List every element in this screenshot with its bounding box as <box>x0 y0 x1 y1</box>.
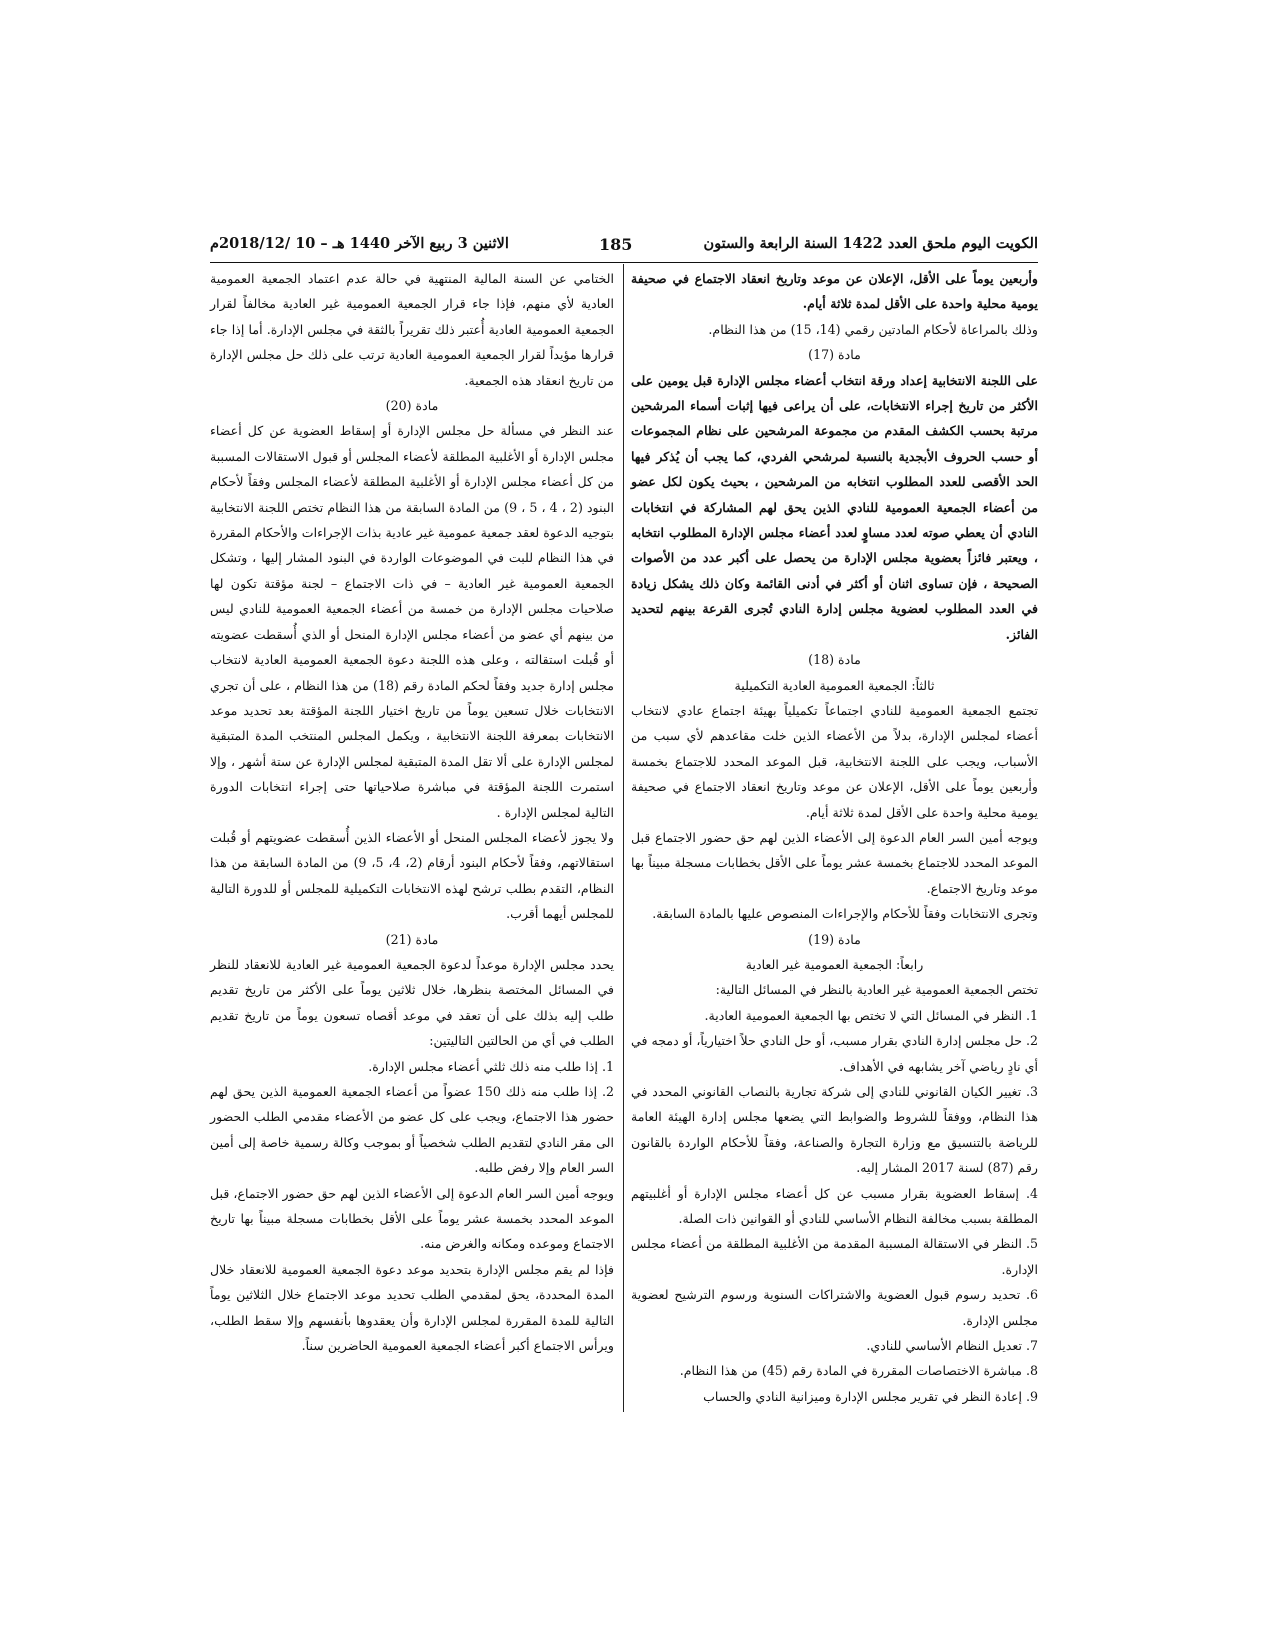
paragraph: 4. إسقاط العضوية بقرار مسبب عن كل أعضاء مجلس الإدارة أو أغلبيتهم المطلقة بسبب مخالفة النظام الأساسي للنادي أو القوانين ذات الصلة. <box>631 1185 1038 1227</box>
paragraph: تختص الجمعية العمومية غير العادية بالنظر في المسائل التالية: <box>715 982 1038 998</box>
paragraph: الختامي عن السنة المالية المنتهية في حالة عدم اعتماد الجمعية العمومية العادية لأي منهم، فإذا جاء قرار الجمعية العمومية غير العادية مخالفاً لقرار الجمعية العمومية العادية أُعتبر ذلك تقريراً بالثقة في مجلس الإدارة. أما إذا جاء قرارها مؤيداً لقرار الجمعية العمومية العادية ترتب على ذلك حل مجلس الإدارة من تاريخ انعقاد هذه الجمعية. <box>210 271 614 388</box>
left-column <box>210 266 614 1358</box>
paragraph: ولا يجوز لأعضاء المجلس المنحل أو الأعضاء الذين أُسقطت عضويتهم أو قُبلت استقالاتهم، وفقاً لأحكام البنود أرقام (2، 4، 5، 9) من المادة السابقة من هذا النظام، التقدم بطلب ترشح لهذه الانتخابات التكميلية للمجلس أو للدورة التالية للمجلس أيهما أقرب. <box>210 829 614 922</box>
paragraph: 6. تحديد رسوم قبول العضوية والاشتراكات السنوية ورسوم الترشيح لعضوية مجلس الإدارة. <box>631 1287 1038 1328</box>
paragraph: 1. النظر في المسائل التي لا تختص بها الجمعية العمومية العادية. <box>704 1007 1038 1023</box>
article-heading: مادة (19) <box>808 931 861 947</box>
page-header <box>210 235 1038 261</box>
paragraph: وتجرى الانتخابات وفقاً للأحكام والإجراءات المنصوص عليها بالمادة السابقة. <box>652 906 1038 922</box>
paragraph: تجتمع الجمعية العمومية للنادي اجتماعاً تكميلياً بهيئة اجتماع عادي لانتخاب أعضاء لمجلس الإدارة، بدلاً من الأعضاء الذين خلت مقاعدهم لأي سبب من الأسباب، ويجب على اللجنة الانتخابية، قبل الموعد المحدد للاجتماع بخمسة وأربعين يوماً على الأقل، الإعلان عن موعد وتاريخ انعقاد الاجتماع في صحيفة يومية محلية واحدة على الأقل لمدة ثلاثة أيام. <box>631 702 1038 820</box>
paragraph: 5. النظر في الاستقالة المسببة المقدمة من الأغلبية المطلقة من أعضاء مجلس الإدارة. <box>631 1236 1038 1277</box>
article-heading: مادة (21) <box>385 931 439 947</box>
article-heading: مادة (18) <box>808 652 861 668</box>
paragraph: وذلك بالمراعاة لأحكام المادتين رقمي (14، 15) من هذا النظام. <box>708 321 1038 337</box>
column-divider <box>623 264 624 1412</box>
paragraph: ويوجه أمين السر العام الدعوة إلى الأعضاء الذين لهم حق حضور الاجتماع قبل الموعد المحدد للاجتماع بخمسة عشر يوماً على الأقل بخطابات مسجلة مبيناً بها موعد وتاريخ الاجتماع. <box>631 829 1038 896</box>
paragraph: 7. تعديل النظام الأساسي للنادي. <box>866 1338 1038 1354</box>
article-heading: مادة (20) <box>385 398 439 414</box>
paragraph: يحدد مجلس الإدارة موعداً لدعوة الجمعية العمومية غير العادية للانعقاد للنظر في المسائل المختصة بنظرها، خلال ثلاثين يوماً على الأكثر من تاريخ تقديم طلب إليه بذلك على أن تعقد في موعد أقصاه تسعون يوماً من تاريخ تقديم الطلب في أي من الحالتين التاليتين: <box>210 956 614 1049</box>
page-number: 185 <box>599 235 633 254</box>
right-column <box>631 266 1038 1409</box>
header-rule <box>210 262 1038 263</box>
paragraph: 8. مباشرة الاختصاصات المقررة في المادة رقم (45) من هذا النظام. <box>679 1363 1038 1379</box>
paragraph: ويوجه أمين السر العام الدعوة إلى الأعضاء الذين لهم حق حضور الاجتماع، قبل الموعد المحدد بخمسة عشر يوماً على الأقل بخطابات مسجلة مبيناً بها تاريخ الاجتماع وموعده ومكانه والغرض منه. <box>210 1185 614 1252</box>
article-heading: ثالثاً: الجمعية العمومية العادية التكميلية <box>734 677 935 693</box>
paragraph: 2. حل مجلس إدارة النادي بقرار مسبب، أو حل النادي حلاً اختيارياً، أو دمجه في أي نادٍ رياضي آخر يشابهه في الأهداف. <box>630 1033 1038 1074</box>
paragraph: على اللجنة الانتخابية إعداد ورقة انتخاب أعضاء مجلس الإدارة قبل يومين على الأكثر من تاريخ إجراء الانتخابات، على أن يراعى فيها إثبات أسماء المرشحين مرتبة بحسب الكشف المقدم من مجموعة المرشحين على نظام المجموعات أو حسب الحروف الأبجدية بالنسبة لمرشحي الفردي، كما يجب أن يُذكر فيها الحد الأقصى للعدد المطلوب انتخابه من المرشحين ، بحيث يكون لكل عضو من أعضاء الجمعية العمومية للنادي الذين يحق لهم المشاركة في انتخابات النادي أن يعطي صوته لعدد مساوٍ لعدد أعضاء مجلس الإدارة المطلوب انتخابه ، ويعتبر فائزاً بعضوية مجلس الإدارة من يحصل على أكبر عدد من الأصوات الصحيحة ، فإن تساوى اثنان أو أكثر في أدنى القائمة وكان ذلك يشكل زيادة في العدد المطلوب لعضوية مجلس إدارة النادي تُجرى القرعة بينهم لتحديد الفائز. <box>631 372 1038 642</box>
paragraph: 1. إذا طلب منه ذلك ثلثي أعضاء مجلس الإدارة. <box>368 1058 614 1074</box>
header-publication: الكويت اليوم ملحق العدد 1422 السنة الرابعة والستون <box>703 235 1038 252</box>
paragraph: فإذا لم يقم مجلس الإدارة بتحديد موعد دعوة الجمعية العمومية للانعقاد خلال المدة المحددة، يحق لمقدمي الطلب تحديد موعد الاجتماع خلال الثلاثين يوماً التالية للمدة المقررة لمجلس الإدارة وأن يعقدوها بأنفسهم وإلا سقط الطلب، ويرأس الاجتماع أكبر أعضاء الجمعية العمومية الحاضرين سناً. <box>210 1261 614 1354</box>
paragraph: 2. إذا طلب منه ذلك 150 عضواً من أعضاء الجمعية العمومية الذين يحق لهم حضور هذا الاجتماع، ويجب على كل عضو من الأعضاء مقدمي الطلب الحضور الى مقر النادي لتقديم الطلب شخصياً أو بموجب وكالة رسمية خاصة إلى أمين السر العام وإلا رفض طلبه. <box>210 1084 614 1176</box>
paragraph: 3. تغيير الكيان القانوني للنادي إلى شركة تجارية بالنصاب القانوني المحدد في هذا النظام، ووفقاً للشروط والضوابط التي يضعها مجلس إدارة الهيئة العامة للرياضة بالتنسيق مع وزارة التجارة والصناعة، وفقاً للأحكام الواردة بالقانون رقم (87) لسنة 2017 المشار إليه. <box>631 1084 1038 1176</box>
paragraph: وأربعين يوماً على الأقل، الإعلان عن موعد وتاريخ انعقاد الاجتماع في صحيفة يومية محلية واحدة على الأقل لمدة ثلاثة أيام. <box>631 271 1038 312</box>
paragraph: 9. إعادة النظر في تقرير مجلس الإدارة وميزانية النادي والحساب <box>703 1388 1038 1404</box>
article-heading: رابعاً: الجمعية العمومية غير العادية <box>745 956 924 972</box>
paragraph: عند النظر في مسألة حل مجلس الإدارة أو إسقاط العضوية عن كل أعضاء مجلس الإدارة أو الأغلبية المطلقة لأعضاء المجلس أو قبول الاستقالات المسببة من كل أعضاء مجلس الإدارة أو الأغلبية المطلقة لأعضاء المجلس وفقاً لأحكام البنود (2 ، 4 ، 5 ، 9) من المادة السابقة من هذا النظام تختص اللجنة الانتخابية بتوجيه الدعوة لعقد جمعية عمومية غير عادية بذات الإجراءات والأحكام المقررة في هذا النظام للبت في الموضوعات الواردة في البنود المشار إليها ، وتشكل الجمعية العمومية غير العادية – في ذات الاجتماع – لجنة مؤقتة تكون لها صلاحيات مجلس الإدارة من خمسة من أعضاء الجمعية العمومية للنادي ليس من بينهم أي عضو من أعضاء مجلس الإدارة المنحل أو الذي أُسقطت عضويته أو قُبلت استقالته ، وعلى هذه اللجنة دعوة الجمعية العمومية العادية لانتخاب مجلس إدارة جديد وفقاً لحكم المادة رقم (18) من هذا النظام ، على أن تجري الانتخابات خلال تسعين يوماً من تاريخ اختيار اللجنة المؤقتة بعد تحديد موعد الانتخابات بمعرفة اللجنة الانتخابية ، ويكمل المجلس المنتخب المدة المتبقية لمجلس الإدارة على ألا تقل المدة المتبقية لمجلس الإدارة عن ستة أشهر ، وإلا استمرت اللجنة المؤقتة في مباشرة صلاحياتها حتى إجراء انتخابات الدورة التالية لمجلس الإدارة . <box>210 423 614 820</box>
article-heading: مادة (17) <box>808 347 861 363</box>
header-date: الاثنين 3 ربيع الآخر 1440 هـ – 10 /2018/12م <box>210 235 509 252</box>
